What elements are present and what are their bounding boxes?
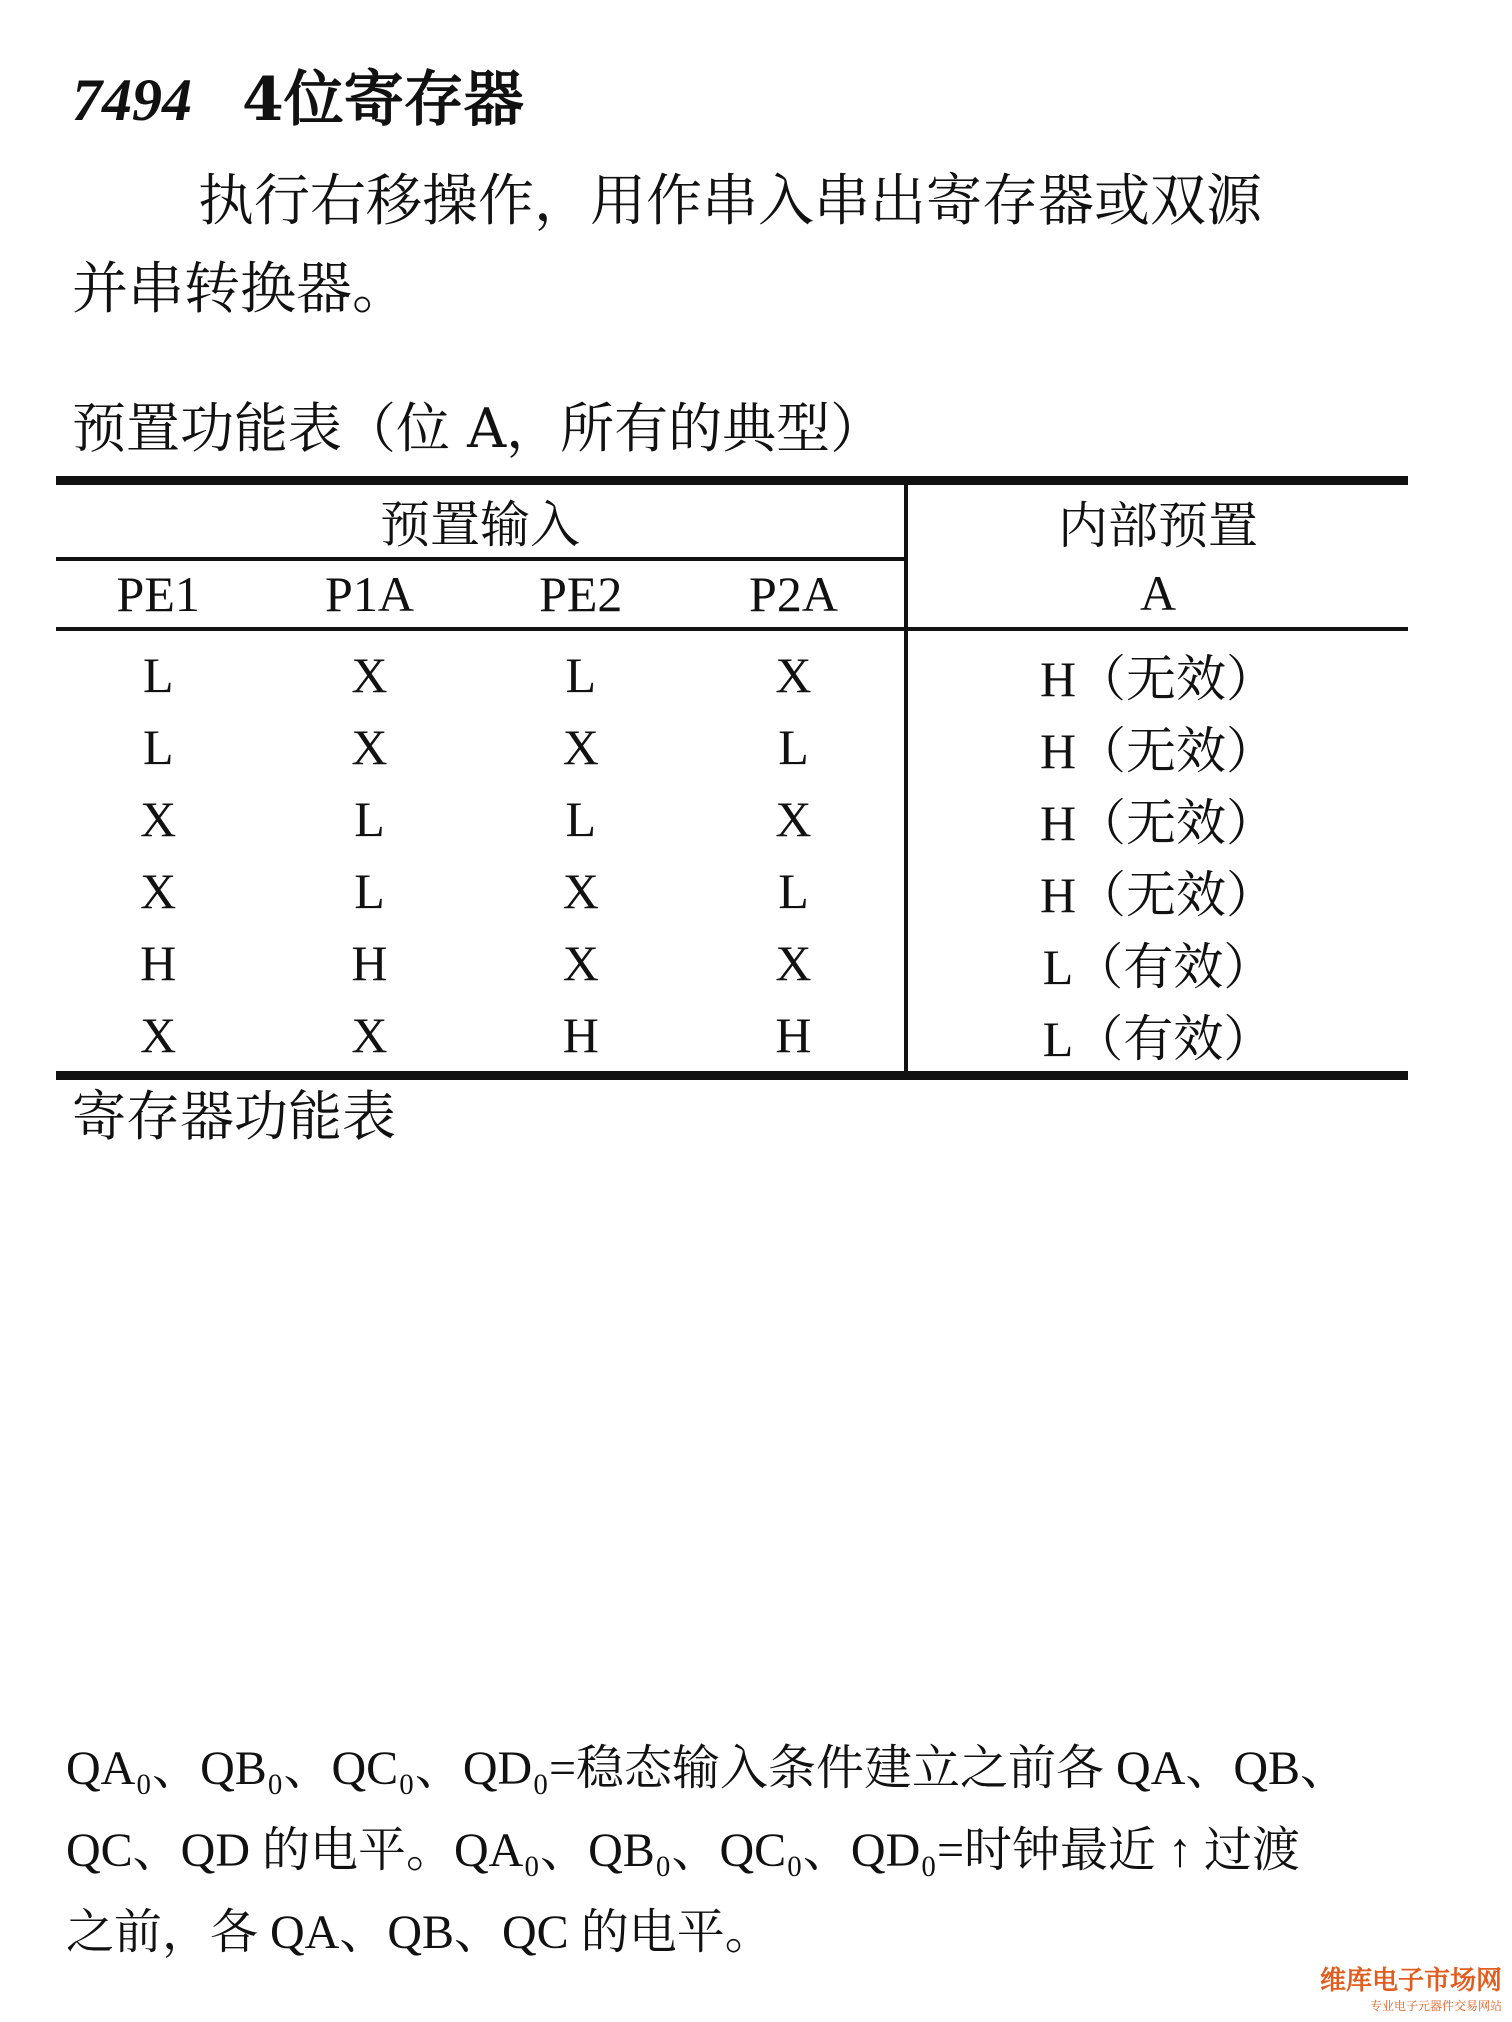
table-cell: X	[775, 791, 812, 847]
preset-function-table	[56, 476, 1408, 1080]
table-row	[56, 783, 1408, 855]
table-cell: X	[351, 647, 388, 703]
table-row	[56, 855, 1408, 927]
table-cell: X	[562, 863, 599, 919]
intro-paragraph	[72, 158, 1412, 334]
footnote-line: QC、QD 的电平。QA₀、QB₀、QC₀、QD₀=时钟最近 ↑ 过渡	[66, 1824, 1301, 1877]
table-cell: L	[565, 791, 597, 847]
table-cell: L	[354, 863, 385, 919]
title-name: 4位寄存器	[242, 65, 524, 135]
table-row	[56, 999, 1408, 1076]
group-header: 内部预置	[906, 481, 1408, 560]
column-header: P2A	[683, 559, 906, 629]
table-cell: H（无效）	[906, 855, 1408, 927]
table-cell: X	[775, 647, 812, 703]
table-cell: X	[351, 1007, 388, 1063]
table-row	[56, 927, 1408, 999]
watermark-logo	[1320, 1960, 1502, 2014]
table-row	[56, 711, 1408, 783]
column-header: P1A	[260, 559, 478, 629]
table-cell: H（无效）	[906, 711, 1408, 783]
watermark-brand: 维库电子市场网	[1319, 1966, 1502, 1996]
table-cell: L（有效）	[906, 927, 1408, 999]
intro-line: 执行右移操作，用作串入串出寄存器或双源	[198, 169, 1262, 234]
table-cell: L	[778, 719, 809, 775]
table-row	[56, 629, 1408, 711]
table-cell: L	[142, 719, 174, 775]
column-header: PE1	[56, 559, 260, 629]
table-cell: X	[562, 935, 599, 991]
table-cell: H	[140, 935, 177, 991]
table-cell: H	[562, 1007, 599, 1063]
group-header: 预置输入	[56, 481, 906, 560]
watermark-tagline: 专业电子元器件交易网站	[1369, 1999, 1502, 2013]
table-cell: X	[140, 791, 177, 847]
page-title	[72, 52, 524, 138]
table-cell: X	[775, 935, 812, 991]
table-cell: X	[351, 719, 388, 775]
register-table-caption: 寄存器功能表	[72, 1085, 396, 1148]
footnote-line: QA₀、QB₀、QC₀、QD₀=稳态输入条件建立之前各 QA、QB、	[66, 1742, 1349, 1795]
table-cell: H（无效）	[906, 629, 1408, 711]
column-header: A	[906, 559, 1408, 629]
title-number: 7494	[72, 67, 192, 133]
table-cell: L	[565, 647, 597, 703]
table-cell: L	[778, 863, 809, 919]
footnote-line: 之前，各 QA、QB、QC 的电平。	[66, 1906, 773, 1959]
subheader-row	[56, 559, 1408, 629]
table-cell: H（无效）	[906, 783, 1408, 855]
table-cell: X	[140, 863, 177, 919]
table-cell: X	[562, 719, 599, 775]
header-row	[56, 481, 1408, 560]
column-header: PE2	[479, 559, 683, 629]
table-cell: H	[351, 935, 388, 991]
table-cell: L	[354, 791, 385, 847]
table-cell: L	[142, 647, 174, 703]
table-cell: L（有效）	[906, 999, 1408, 1076]
table-cell: X	[140, 1007, 177, 1063]
intro-line: 并串转换器。	[72, 257, 408, 322]
table-cell: H	[775, 1007, 812, 1063]
preset-table-caption: 预置功能表（位 A，所有的典型）	[72, 397, 885, 460]
footnote	[66, 1728, 1446, 1974]
